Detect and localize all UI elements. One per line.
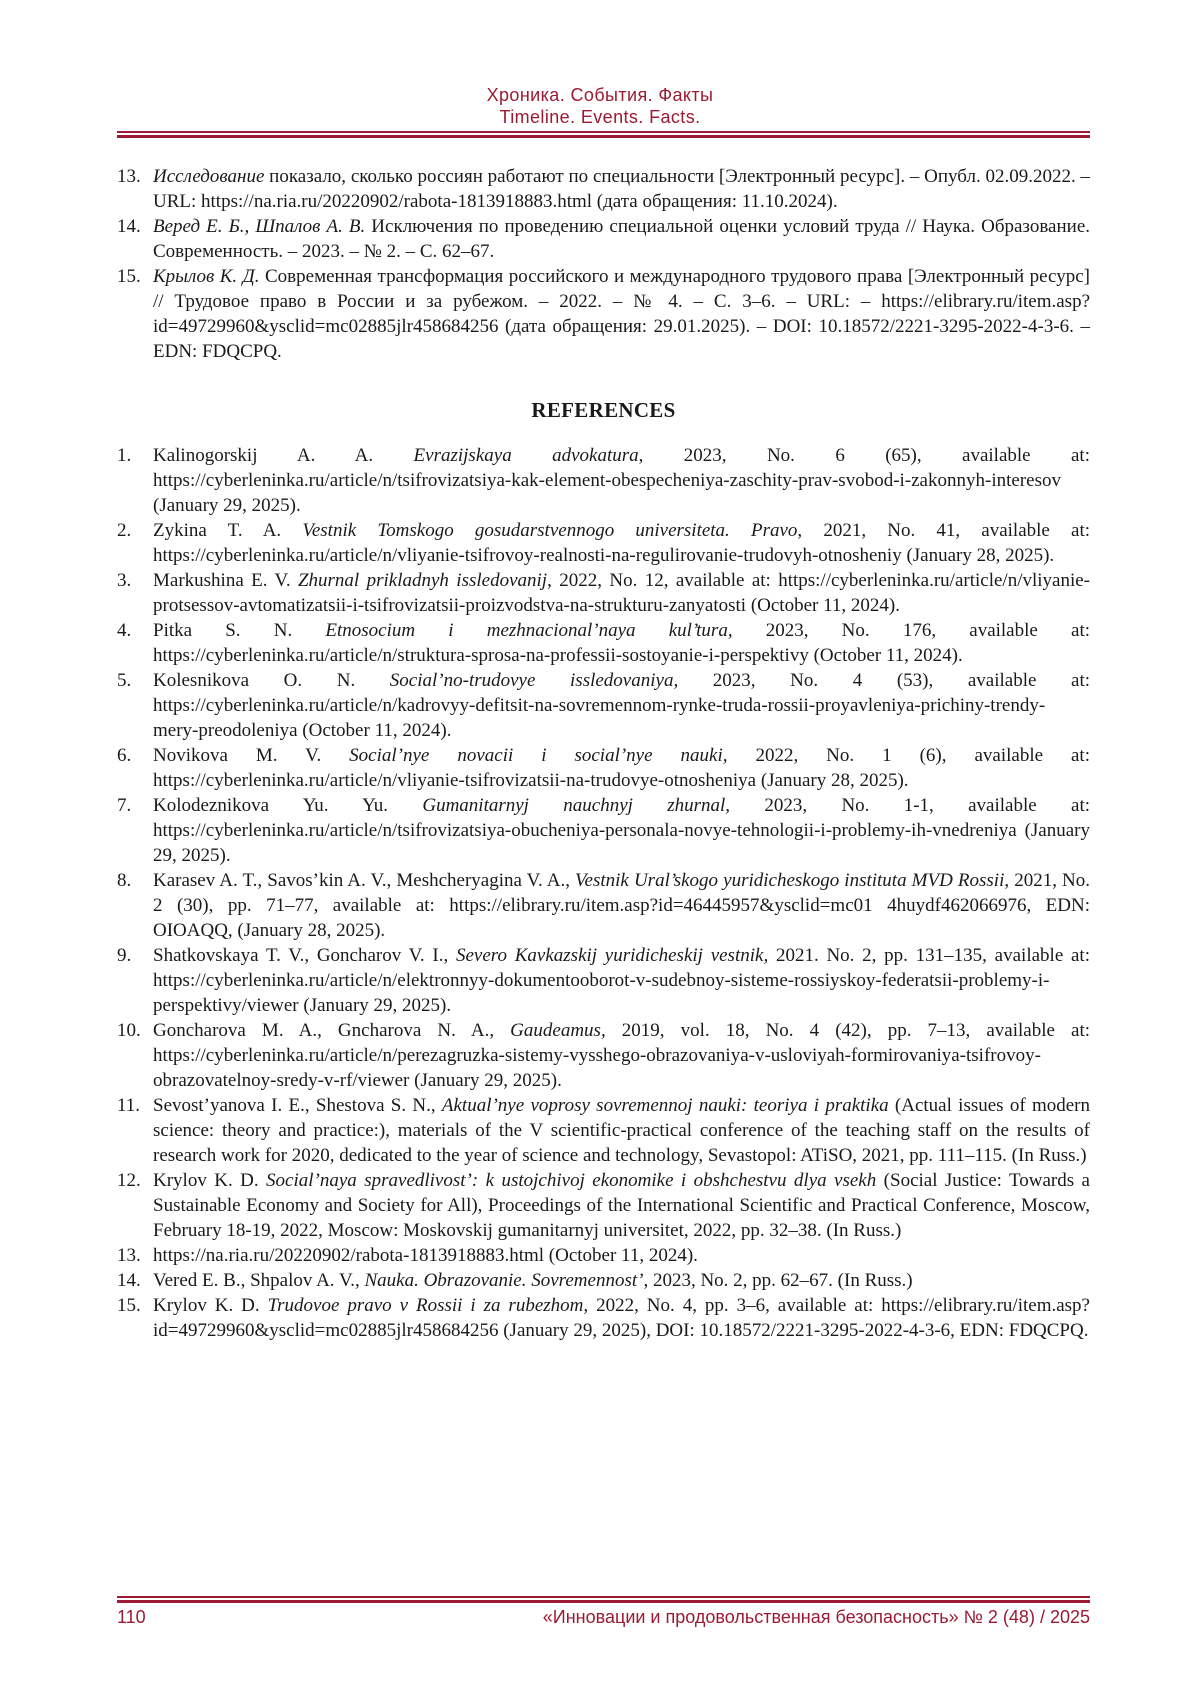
journal-issue: «Инновации и продовольственная безопасность» № 2 (48) / 2025 (542, 1607, 1090, 1627)
ref-details: 2019, vol. 18, No. 4 (42), pp. 7–13, available at: https://cyberleninka.ru/article/n/perezagruzka-sistemy-vysshego-obrazovaniya-v-usloviyah-formirovaniya-tsifrovoy-obrazovatelnoy-sredy-v-rf/viewer (January 29, 2025). (153, 1020, 1091, 1091)
ref-details: 2023, No. 4 (53), available at: https://cyberleninka.ru/article/n/kadrovyy-defitsit-na-sovremennom-rynke-truda-rossii-proyavleniya-prichiny-trendy-mery-preodoleniya (October 11, 2024). (153, 670, 1091, 741)
list-item (117, 214, 1090, 264)
ref-number: 7. (117, 795, 132, 816)
ref-details: , 2021, No. 41, available at: https://cyberleninka.ru/article/n/vliyanie-tsifrovoy-realnosti-na-regulirovanie-trudovyh-otnosheniy (January 28, 2025). (153, 520, 1091, 566)
ref-number: 4. (117, 620, 132, 641)
ref-number: 11. (117, 1095, 141, 1116)
ref-details: 2023, No. 1-1, available at: https://cyberleninka.ru/article/n/tsifrovizatsiya-obucheniya-personala-novye-tehnologii-i-problemy-ih-vnedreniya (January 29, 2025). (153, 795, 1090, 866)
list-item (117, 793, 1090, 868)
ref-source: Gaudeamus, (510, 1020, 606, 1041)
list-item (117, 443, 1090, 518)
ref-source: Severo Kavkazskij yuridicheskij vestnik, (456, 945, 769, 966)
ref-details: , 2021, No. 2 (30), pp. 71–77, available at: https://elibrary.ru/item.asp?id=46445957&ysclid=mc01 4huydf462066976, EDN: OIOAQQ, (January 28, 2025). (153, 870, 1090, 941)
ref-source: Aktual’nye voprosy sovremennoj nauki: teoriya i praktika (441, 1095, 889, 1116)
ref-source: Trudovoe pravo v Rossii i za rubezhom, (267, 1295, 589, 1316)
ref-author: https://na.ria.ru/20220902/rabota-1813918883.html (October 11, 2024). (153, 1245, 698, 1266)
ref-author: Krylov K. D. (153, 1295, 268, 1316)
ref-author: Pitka S. N. (153, 620, 326, 641)
list-item (117, 518, 1090, 568)
running-head (0, 84, 1200, 128)
ref-source: Etnosocium i mezhnacional’naya kul’tura, (325, 620, 733, 641)
list-item (117, 1093, 1090, 1168)
list-item (117, 668, 1090, 743)
list-item (117, 618, 1090, 668)
ref-author: Zykina T. A. (153, 520, 303, 541)
ref-number: 13. (117, 166, 141, 187)
list-item (117, 1018, 1090, 1093)
ref-details: , 2022, No. 12, available at: https://cyberleninka.ru/article/n/vliyanie-protsessov-avtomatizatsii-i-tsifrovizatsii-proizvodstva-na-strukturu-zanyatosti (October 11, 2024). (153, 570, 1091, 616)
list-item (117, 868, 1090, 943)
ref-author: Sevost’yanova I. E., Shestova S. N., (153, 1095, 442, 1116)
ref-number: 14. (117, 1270, 141, 1291)
ref-number: 6. (117, 745, 132, 766)
list-item (117, 568, 1090, 618)
ref-number: 2. (117, 520, 132, 541)
ref-source: Zhurnal prikladnyh issledovanij (297, 570, 548, 591)
list-item (117, 943, 1090, 1018)
ref-author: Goncharova M. A., Gncharova N. A., (153, 1020, 511, 1041)
ref-author: Shatkovskaya T. V., Goncharov V. I., (153, 945, 456, 966)
ref-number: 15. (117, 266, 141, 287)
page-number: 110 (117, 1607, 146, 1627)
english-reference-list (117, 443, 1090, 1343)
ref-author: Kolesnikova O. N. (153, 670, 390, 691)
ref-details: 2023, No. 176, available at: https://cyberleninka.ru/article/n/struktura-sprosa-na-professii-sostoyanie-i-perspektivy (October 11, 2024). (153, 620, 1090, 666)
ref-number: 10. (117, 1020, 141, 1041)
ref-source: Social’no-trudovye issledovaniya, (389, 670, 679, 691)
list-item (117, 1268, 1090, 1293)
ref-source: Social’nye novacii i social’nye nauki, (349, 745, 728, 766)
ref-number: 8. (117, 870, 132, 891)
ref-source: Evrazijskaya advokatura (413, 445, 639, 466)
ref-author: Karasev A. T., Savos’kin A. V., Meshcheryagina V. A., (153, 870, 576, 891)
ref-text: показало, сколько россиян работают по специальности [Электронный ресурс]. – Опубл. 02.09.2022. – URL: https://na.ria.ru/20220902/rabota-1813918883.html (дата обращения: 11.10.2024). (153, 166, 1090, 212)
ref-source: Vestnik Tomskogo gosudarstvennogo universiteta. Pravo (302, 520, 798, 541)
running-head-en: Timeline. Events. Facts. (499, 107, 701, 127)
ref-number: 14. (117, 216, 141, 237)
ref-text: Современная трансформация российского и международного трудового права [Электронный ресурс] // Трудовое право в России и за рубежом. – 2022. – № 4. – С. 3–6. – URL: – https://elibrary.ru/item.asp?id=49729960&ysclid=mc02885jlr458684256 (дата обращения: 29.01.2025). – DOI: 10.18572/2221-3295-2022-4-3-6. – EDN: FDQCPQ. (153, 266, 1090, 362)
ref-author: Markushina E. V. (153, 570, 298, 591)
ref-author: Kalinogorskij A. A. (153, 445, 414, 466)
page-footer (117, 1606, 1090, 1628)
ref-details: , 2023, No. 2, pp. 62–67. (In Russ.) (643, 1270, 913, 1291)
ref-number: 5. (117, 670, 132, 691)
ref-author: Крылов К. Д. (153, 266, 260, 287)
ref-number: 15. (117, 1295, 141, 1316)
ref-author: Vered E. B., Shpalov A. V., (153, 1270, 365, 1291)
ref-source: Nauka. Obrazovanie. Sovremennost’ (364, 1270, 644, 1291)
list-item (117, 743, 1090, 793)
ref-details: 2022, No. 1 (6), available at: https://cyberleninka.ru/article/n/vliyanie-tsifrovizatsii-na-trudovye-otnosheniya (January 28, 2025). (153, 745, 1090, 791)
ref-source: Vestnik Ural’skogo yuridicheskogo instituta MVD Rossii (575, 870, 1005, 891)
ref-author: Исследование (153, 166, 265, 187)
list-item (117, 264, 1090, 364)
ref-author: Kolodeznikova Yu. Yu. (153, 795, 423, 816)
ref-text: Исключения по проведению специальной оценки условий труда // Наука. Образование. Современность. – 2023. – № 2. – С. 62–67. (153, 216, 1091, 262)
ref-number: 12. (117, 1170, 141, 1191)
references-heading: REFERENCES (531, 398, 676, 422)
ref-details: , 2023, No. 6 (65), available at: https://cyberleninka.ru/article/n/tsifrovizatsiya-kak-element-obespecheniya-zaschity-prav-svobod-i-zakonnyh-interesov (January 29, 2025). (153, 445, 1090, 516)
ref-number: 3. (117, 570, 132, 591)
article-body (117, 164, 1090, 1343)
ref-author: Веред Е. Б., Шпалов А. В. (153, 216, 366, 237)
russian-reference-list (117, 164, 1090, 364)
running-head-ru: Хроника. События. Факты (486, 85, 714, 105)
ref-source: Social’naya spravedlivost’: k ustojchivoj ekonomike i obshchestvu dlya vsekh (266, 1170, 877, 1191)
ref-details: (Social Justice: Towards a Sustainable Economy and Society for All), Proceedings of the International Scientific and Practical Conference, Moscow, February 18-19, 2022, Moscow: Moskovskij gumanitarnyj universitet, 2022, pp. 32–38. (In Russ.) (153, 1170, 1090, 1241)
ref-number: 1. (117, 445, 132, 466)
ref-details: (Actual issues of modern science: theory and practice:), materials of the V scientific-practical conference of the teaching staff on the results of research work for 2020, dedicated to the year of science and technology, Sevastopol: ATiSO, 2021, pp. 111–115. (In Russ.) (153, 1095, 1090, 1166)
header-rule (117, 131, 1090, 138)
list-item (117, 164, 1090, 214)
ref-details: 2021. No. 2, pp. 131–135, available at: https://cyberleninka.ru/article/n/elektronnyy-dokumentooborot-v-sudebnoy-sisteme-rossiyskoy-federatsii-problemy-i-perspektivy/viewer (January 29, 2025). (153, 945, 1090, 1016)
ref-details: 2022, No. 4, pp. 3–6, available at: https://elibrary.ru/item.asp?id=49729960&ysclid=mc02885jlr458684256 (January 29, 2025), DOI: 10.18572/2221-3295-2022-4-3-6, EDN: FDQCPQ. (153, 1295, 1090, 1341)
ref-author: Novikova M. V. (153, 745, 350, 766)
ref-source: Gumanitarnyj nauchnyj zhurnal, (422, 795, 731, 816)
list-item (117, 1168, 1090, 1243)
ref-number: 13. (117, 1245, 141, 1266)
ref-author: Krylov K. D. (153, 1170, 267, 1191)
ref-number: 9. (117, 945, 132, 966)
footer-rule (117, 1596, 1090, 1603)
list-item (117, 1243, 1090, 1268)
list-item (117, 1293, 1090, 1343)
